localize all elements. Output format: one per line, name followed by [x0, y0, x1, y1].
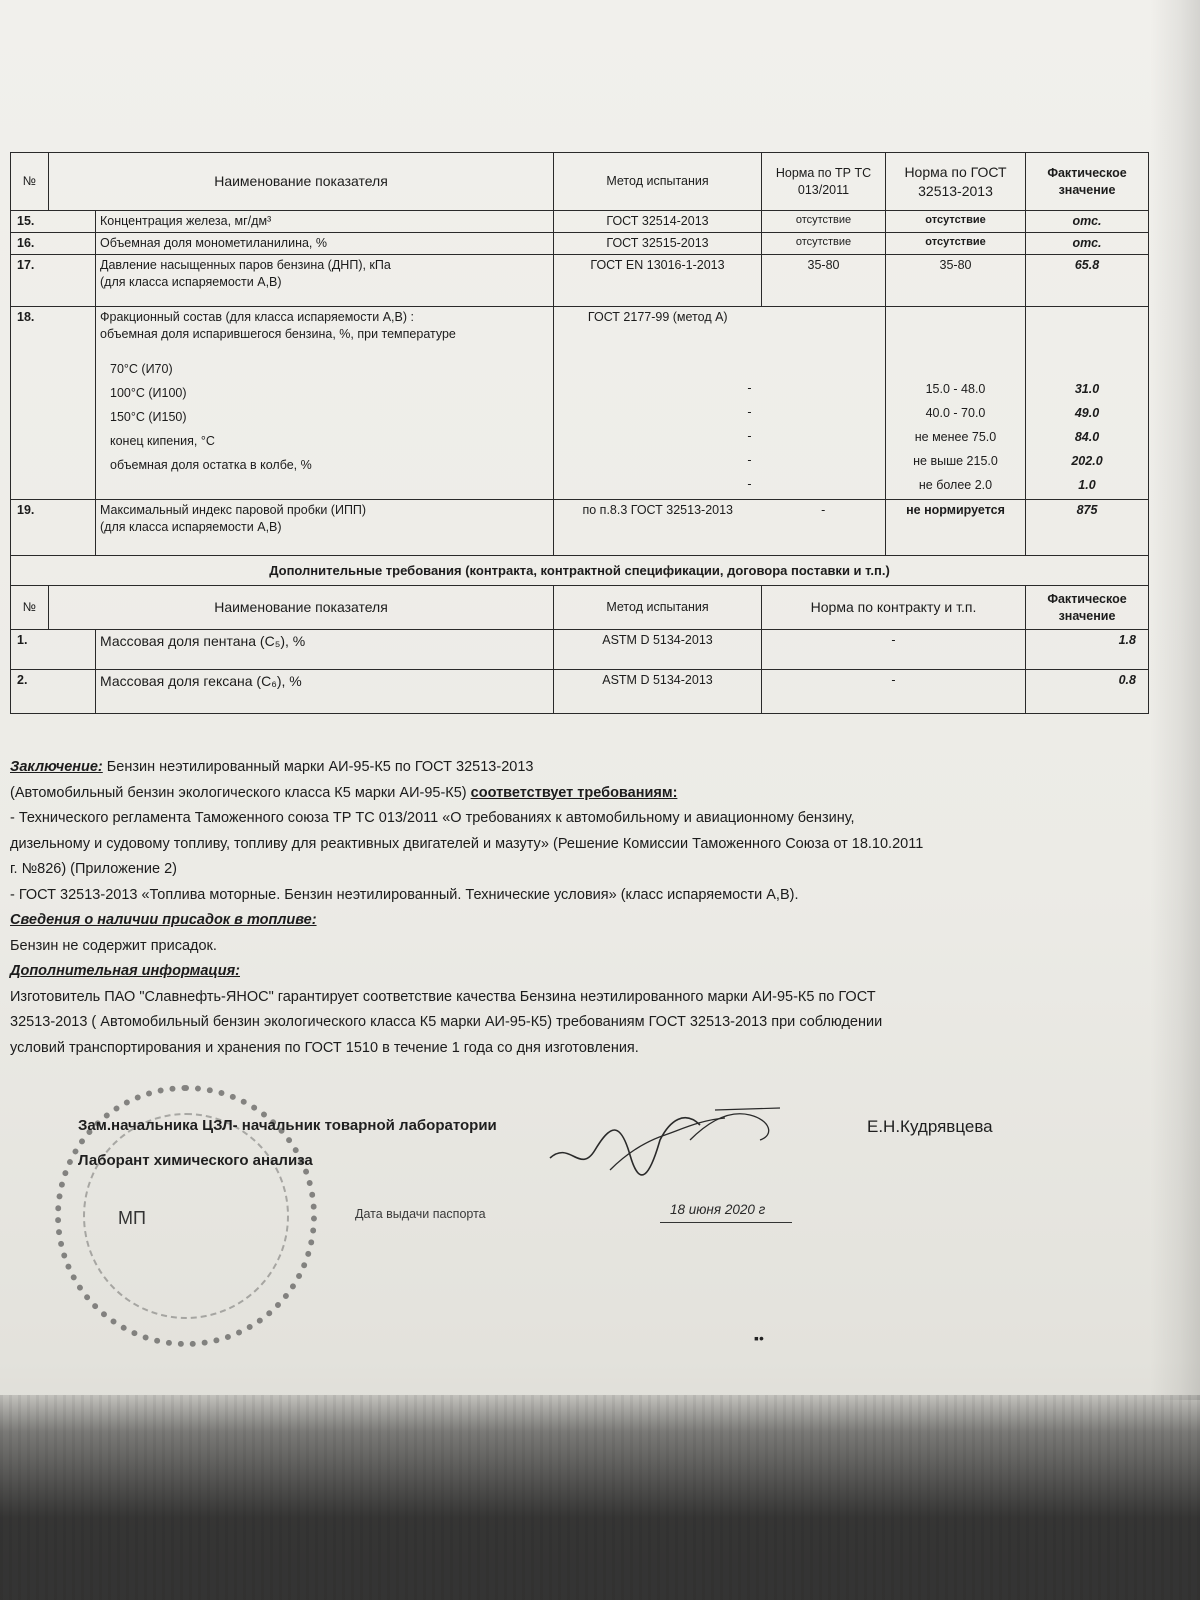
passport-date-label: Дата выдачи паспорта: [355, 1207, 486, 1221]
header-norm-gost: Норма по ГОСТ 32513-2013: [886, 153, 1026, 211]
conclusion-label: Заключение:: [10, 759, 103, 775]
conclusion-line: - ГОСТ 32513-2013 «Топлива моторные. Бензин неэтилированный. Технические условия» (класс испаряемости А,В).: [10, 886, 799, 903]
quality-table: [10, 152, 1149, 714]
additives-label: Сведения о наличии присадок в топливе:: [10, 912, 317, 928]
row-name: Фракционный состав (для класса испаряемости А,В) :: [100, 310, 414, 324]
row-no: 18.: [11, 307, 96, 500]
conclusion-compliance: соответствует требованиям:: [470, 784, 678, 801]
additional-info-line: 32513-2013 ( Автомобильный бензин экологического класса К5 марки АИ-95-К5) требованиям ГОСТ 32513-2013 при соблюдении: [10, 1014, 883, 1030]
row-no: 19.: [11, 500, 96, 556]
fraction-norm-gost: 40.0 - 70.0: [925, 406, 986, 420]
row-name: Концентрация железа, мг/дм³: [96, 211, 554, 233]
row-method: ГОСТ 32514-2013: [554, 211, 762, 233]
row-norm-gost: 35-80: [886, 255, 1026, 307]
additional-info-line: Изготовитель ПАО "Славнефть-ЯНОС" гарантирует соответствие качества Бензина неэтилированного марки АИ-95-К5 по ГОСТ: [10, 988, 876, 1005]
passport-date-value: 18 июня 2020 г: [670, 1202, 766, 1217]
fraction-norm-tr: -: [747, 452, 752, 467]
row-name: Максимальный индекс паровой пробки (ИПП): [100, 503, 367, 517]
row-norm-gost: не нормируется: [886, 500, 1026, 556]
header2-actual: Фактическое значение: [1026, 586, 1149, 630]
row-norm-tr: -: [762, 500, 886, 556]
row-method: ASTM D 5134-2013: [554, 670, 762, 714]
row-norm-gost: отсутствие: [886, 233, 1026, 255]
fraction-label: конец кипения, °С: [110, 433, 215, 448]
row-no: 15.: [11, 211, 96, 233]
fraction-norm-tr: -: [747, 428, 752, 443]
header2-name: Наименование показателя: [49, 586, 554, 630]
row-actual-cell: [1026, 307, 1149, 500]
signer-role-2: Лаборант химического анализа: [78, 1152, 313, 1169]
row-name: Массовая доля пентана (C₅), %: [96, 630, 554, 670]
row-actual: 875: [1026, 500, 1149, 556]
row-no: 16.: [11, 233, 96, 255]
header-no: №: [11, 153, 49, 211]
row-norm-gost-cell: [886, 307, 1026, 500]
table-header-row: [11, 153, 1149, 211]
additional-title: Дополнительные требования (контракта, контрактной спецификации, договора поставки и т.п.): [11, 556, 1149, 586]
fraction-norm-gost: не менее 75.0: [914, 430, 997, 444]
row-no: 17.: [11, 255, 96, 307]
row-norm: -: [762, 670, 1026, 714]
row-method: ГОСТ 2177-99 (метод А): [587, 310, 728, 324]
fraction-label: объемная доля остатка в колбе, %: [110, 457, 312, 472]
table-row: [11, 500, 1149, 556]
header2-norm: Норма по контракту и т.п.: [762, 586, 1026, 630]
fraction-label: 100°С (И100): [110, 385, 187, 400]
table-row: [11, 233, 1149, 255]
conclusion-line: - Технического регламента Таможенного союза ТР ТС 013/2011 «О требованиях к автомобильному и авиационному бензину,: [10, 810, 855, 826]
row-no: 1.: [11, 630, 96, 670]
row-norm-gost: отсутствие: [886, 211, 1026, 233]
row-actual: 0.8: [1026, 670, 1149, 714]
row-norm-tr: отсутствие: [762, 233, 886, 255]
conclusion-text: (Автомобильный бензин экологического класса К5 марки АИ-95-К5): [10, 784, 471, 801]
header-norm-tr: Норма по ТР ТС 013/2011: [762, 153, 886, 211]
header2-method: Метод испытания: [554, 586, 762, 630]
table-row: [11, 211, 1149, 233]
fraction-norm-gost: 15.0 - 48.0: [925, 382, 986, 396]
seal-place-label: МП: [118, 1208, 146, 1228]
additional-title-row: [11, 556, 1149, 586]
table-row: [11, 255, 1149, 307]
row-no: 2.: [11, 670, 96, 714]
row-norm: -: [762, 630, 1026, 670]
conclusion-block: [10, 755, 1155, 1061]
row-method-cell: [554, 307, 762, 500]
ink-mark: ▪•: [754, 1330, 764, 1346]
row-method: по п.8.3 ГОСТ 32513-2013: [554, 500, 762, 556]
conclusion-line: [10, 755, 1155, 781]
fraction-norm-tr: -: [747, 476, 752, 491]
header-name: Наименование показателя: [49, 153, 554, 211]
row-name: Объемная доля монометиланилина, %: [96, 233, 554, 255]
fraction-norm-tr: -: [747, 380, 752, 395]
row-name-cell: [96, 255, 554, 307]
additives-text: Бензин не содержит присадок.: [10, 937, 217, 954]
additional-info-line: условий транспортирования и хранения по ГОСТ 1510 в течение 1 года со дня изготовления.: [10, 1039, 639, 1056]
fraction-label: 70°С (И70): [110, 361, 173, 376]
row-name-sub: (для класса испаряемости А,В): [100, 274, 282, 289]
conclusion-line: [10, 781, 1155, 807]
header-actual: Фактическое значение: [1026, 153, 1149, 211]
fraction-actual: 202.0: [1071, 454, 1103, 468]
fraction-actual: 49.0: [1074, 406, 1100, 420]
row-name: Массовая доля гексана (C₆), %: [96, 670, 554, 714]
header2-no: №: [11, 586, 49, 630]
row-actual: 1.8: [1026, 630, 1149, 670]
row-norm-tr: 35-80: [762, 255, 886, 307]
header-method: Метод испытания: [554, 153, 762, 211]
conclusion-line: г. №826) (Приложение 2): [10, 861, 177, 877]
fraction-norm-gost: не более 2.0: [918, 478, 993, 492]
row-name-cell: [96, 307, 554, 500]
date-underline: [660, 1222, 792, 1223]
fraction-actual: 84.0: [1074, 430, 1100, 444]
conclusion-text: Бензин неэтилированный марки АИ-95-К5 по ГОСТ 32513-2013: [102, 759, 534, 775]
table-header-row-2: [11, 586, 1149, 630]
row-name: Давление насыщенных паров бензина (ДНП), кПа: [100, 258, 391, 272]
row-name-sub: (для класса испаряемости А,В): [100, 519, 282, 534]
signer-role-1: Зам.начальника ЦЗЛ- начальник товарной лаборатории: [78, 1117, 497, 1134]
row-norm-tr-cell: [762, 307, 886, 500]
handwritten-signature: [540, 1080, 800, 1190]
fraction-label: 150°С (И150): [110, 409, 187, 424]
row-name-cell: [96, 500, 554, 556]
row-actual: 65.8: [1026, 255, 1149, 307]
fraction-norm-tr: -: [747, 404, 752, 419]
row-actual: отс.: [1026, 211, 1149, 233]
row-method: ГОСТ EN 13016-1-2013: [554, 255, 762, 307]
row-name-sub: объемная доля испарившегося бензина, %, при температуре: [100, 326, 456, 341]
conclusion-line: дизельному и судовому топливу, топливу для реактивных двигателей и мазуту» (Решение Комиссии Таможенного Союза от 18.10.2011: [10, 835, 924, 852]
additional-info-label: Дополнительная информация:: [10, 963, 240, 979]
fraction-actual: 31.0: [1074, 382, 1100, 396]
table-row: [11, 670, 1149, 714]
row-norm-tr: отсутствие: [762, 211, 886, 233]
fraction-actual: 1.0: [1078, 478, 1096, 492]
fraction-norm-gost: не выше 215.0: [913, 454, 998, 468]
row-method: ASTM D 5134-2013: [554, 630, 762, 670]
table-row-fractional: [11, 307, 1149, 500]
signer-name-1: Е.Н.Кудрявцева: [867, 1117, 993, 1136]
table-row: [11, 630, 1149, 670]
row-method: ГОСТ 32515-2013: [554, 233, 762, 255]
row-actual: отс.: [1026, 233, 1149, 255]
